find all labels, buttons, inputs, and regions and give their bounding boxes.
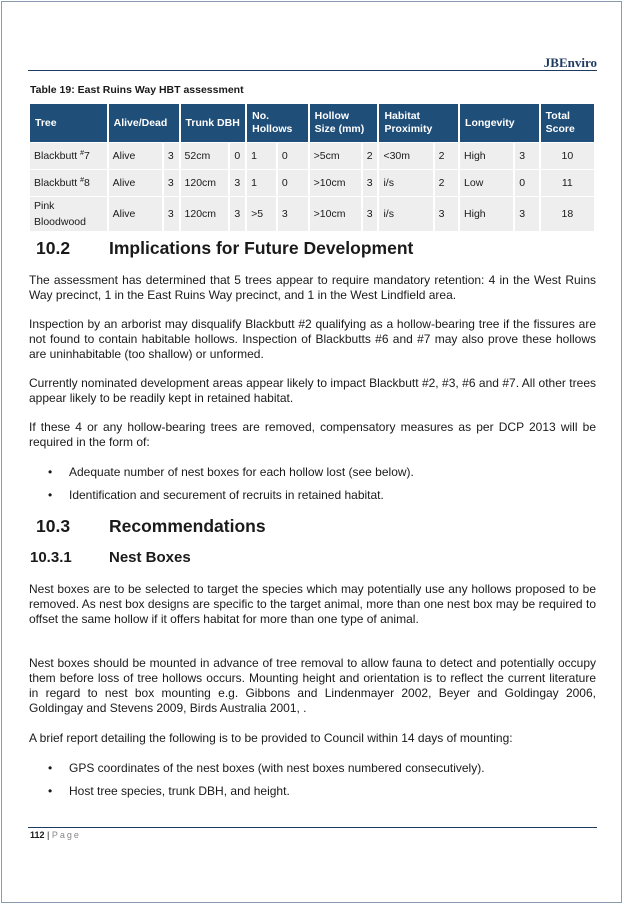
cell-size-score: 2 [363, 143, 378, 169]
header-habitat-proximity: Habitat Proximity [379, 104, 458, 142]
brand-logo: JBEnviro [543, 55, 597, 70]
table-row [30, 143, 594, 169]
cell-dbh-score: 0 [230, 143, 245, 169]
bullet-item: • Identification and securement of recruits in retained habitat. [48, 488, 384, 502]
cell-hollows-score: 3 [278, 197, 308, 231]
cell-hollows-score: 0 [278, 143, 308, 169]
cell-alive-score: 3 [164, 170, 179, 196]
table-row [30, 170, 594, 196]
bullet-icon: • [48, 465, 53, 479]
footer-separator: | [44, 830, 52, 840]
paragraph: Currently nominated development areas appear likely to impact Blackbutt #2, #3, #6 and #7. All other trees appear likely to be readily kept in retained habitat. [29, 376, 596, 405]
cell-alive: Alive [109, 143, 162, 169]
cell-size: >5cm [310, 143, 361, 169]
header-longevity: Longevity [460, 104, 539, 142]
cell-longevity-score: 0 [515, 170, 538, 196]
cell-total: 18 [541, 197, 594, 231]
page-footer [30, 830, 81, 840]
table-caption: Table 19: East Ruins Way HBT assessment [30, 84, 244, 96]
paragraph: The assessment has determined that 5 trees appear to require mandatory retention: 4 in the West Ruins Way precinct, 1 in the East Ruins Way precinct, and 1 in the West Lindfield area. [29, 273, 596, 302]
cell-longevity-score: 3 [515, 143, 538, 169]
bullet-icon: • [48, 784, 53, 798]
cell-proximity-score: 2 [435, 170, 458, 196]
cell-longevity-score: 3 [515, 197, 538, 231]
bullet-icon: • [48, 488, 53, 502]
cell-longevity: High [460, 143, 513, 169]
cell-longevity: High [460, 197, 513, 231]
cell-proximity-score: 3 [435, 197, 458, 231]
bullet-icon: • [48, 761, 53, 775]
bullet-item: • GPS coordinates of the nest boxes (with nest boxes numbered consecutively). [48, 761, 485, 775]
cell-proximity-score: 2 [435, 143, 458, 169]
cell-tree: Blackbutt #7 [30, 143, 107, 169]
cell-dbh-score: 3 [230, 170, 245, 196]
cell-hollows-score: 0 [278, 170, 308, 196]
paragraph: If these 4 or any hollow-bearing trees are removed, compensatory measures as per DCP 2013 will be required in the form of: [29, 420, 596, 449]
cell-dbh: 120cm [181, 170, 229, 196]
cell-proximity: <30m [379, 143, 432, 169]
table-row [30, 197, 594, 231]
header-rule [28, 70, 597, 71]
cell-alive: Alive [109, 197, 162, 231]
bullet-item: • Host tree species, trunk DBH, and height. [48, 784, 290, 798]
cell-alive: Alive [109, 170, 162, 196]
cell-hollows: 1 [247, 143, 276, 169]
bullet-item: • Adequate number of nest boxes for each hollow lost (see below). [48, 465, 414, 479]
header-trunk-dbh: Trunk DBH [181, 104, 246, 142]
page-number: 112 [30, 830, 45, 840]
footer-rule [28, 827, 597, 828]
header-total-score: Total Score [541, 104, 594, 142]
paragraph: Inspection by an arborist may disqualify Blackbutt #2 qualifying as a hollow-bearing tree if the fissures are not found to contain habitable hollows. Inspection of Blackbutts #6 and #7 may also prove these hollows are uninhabitable (too shallow) or unformed. [29, 317, 596, 361]
cell-hollows: 1 [247, 170, 276, 196]
cell-proximity: i/s [379, 197, 432, 231]
cell-alive-score: 3 [164, 197, 179, 231]
paragraph: Nest boxes are to be selected to target the species which may potentially use any hollows proposed to be removed. As nest box designs are specific to the target animal, more than one nest box may be required to offset the same hollow if it offers habitat for more than one type of animal. [29, 582, 596, 626]
page-label: Page [51, 830, 81, 840]
header-alive-dead: Alive/Dead [109, 104, 179, 142]
cell-total: 10 [541, 143, 594, 169]
cell-tree: Pink Bloodwood [30, 197, 107, 231]
table-header-row [30, 104, 594, 142]
cell-tree: Blackbutt #8 [30, 170, 107, 196]
cell-alive-score: 3 [164, 143, 179, 169]
cell-size-score: 3 [363, 170, 378, 196]
cell-size-score: 3 [363, 197, 378, 231]
hbt-assessment-table [28, 103, 596, 232]
cell-dbh-score: 3 [230, 197, 245, 231]
cell-hollows: >5 [247, 197, 276, 231]
header-hollow-size: Hollow Size (mm) [310, 104, 378, 142]
paragraph: A brief report detailing the following is to be provided to Council within 14 days of mounting: [29, 731, 513, 745]
section-heading-10-2: 10.2 Implications for Future Development [36, 238, 414, 258]
cell-dbh: 52cm [181, 143, 229, 169]
paragraph: Nest boxes should be mounted in advance of tree removal to allow fauna to detect and potentially occupy them before loss of tree hollows occurs. Mounting height and orientation is to reflect the current literature in regard to nest box mounting e.g. Gibbons and Lindenmayer 2002, Beyer and Goldingay 2006, Goldingay and Stevens 2009, Birds Australia 2001, . [29, 656, 596, 715]
cell-proximity: i/s [379, 170, 432, 196]
section-heading-10-3-1: 10.3.1 Nest Boxes [30, 549, 191, 566]
cell-total: 11 [541, 170, 594, 196]
cell-size: >10cm [310, 197, 361, 231]
section-heading-10-3: 10.3 Recommendations [36, 516, 266, 536]
header-tree: Tree [30, 104, 107, 142]
cell-dbh: 120cm [181, 197, 229, 231]
cell-size: >10cm [310, 170, 361, 196]
header-no-hollows: No. Hollows [247, 104, 308, 142]
cell-longevity: Low [460, 170, 513, 196]
